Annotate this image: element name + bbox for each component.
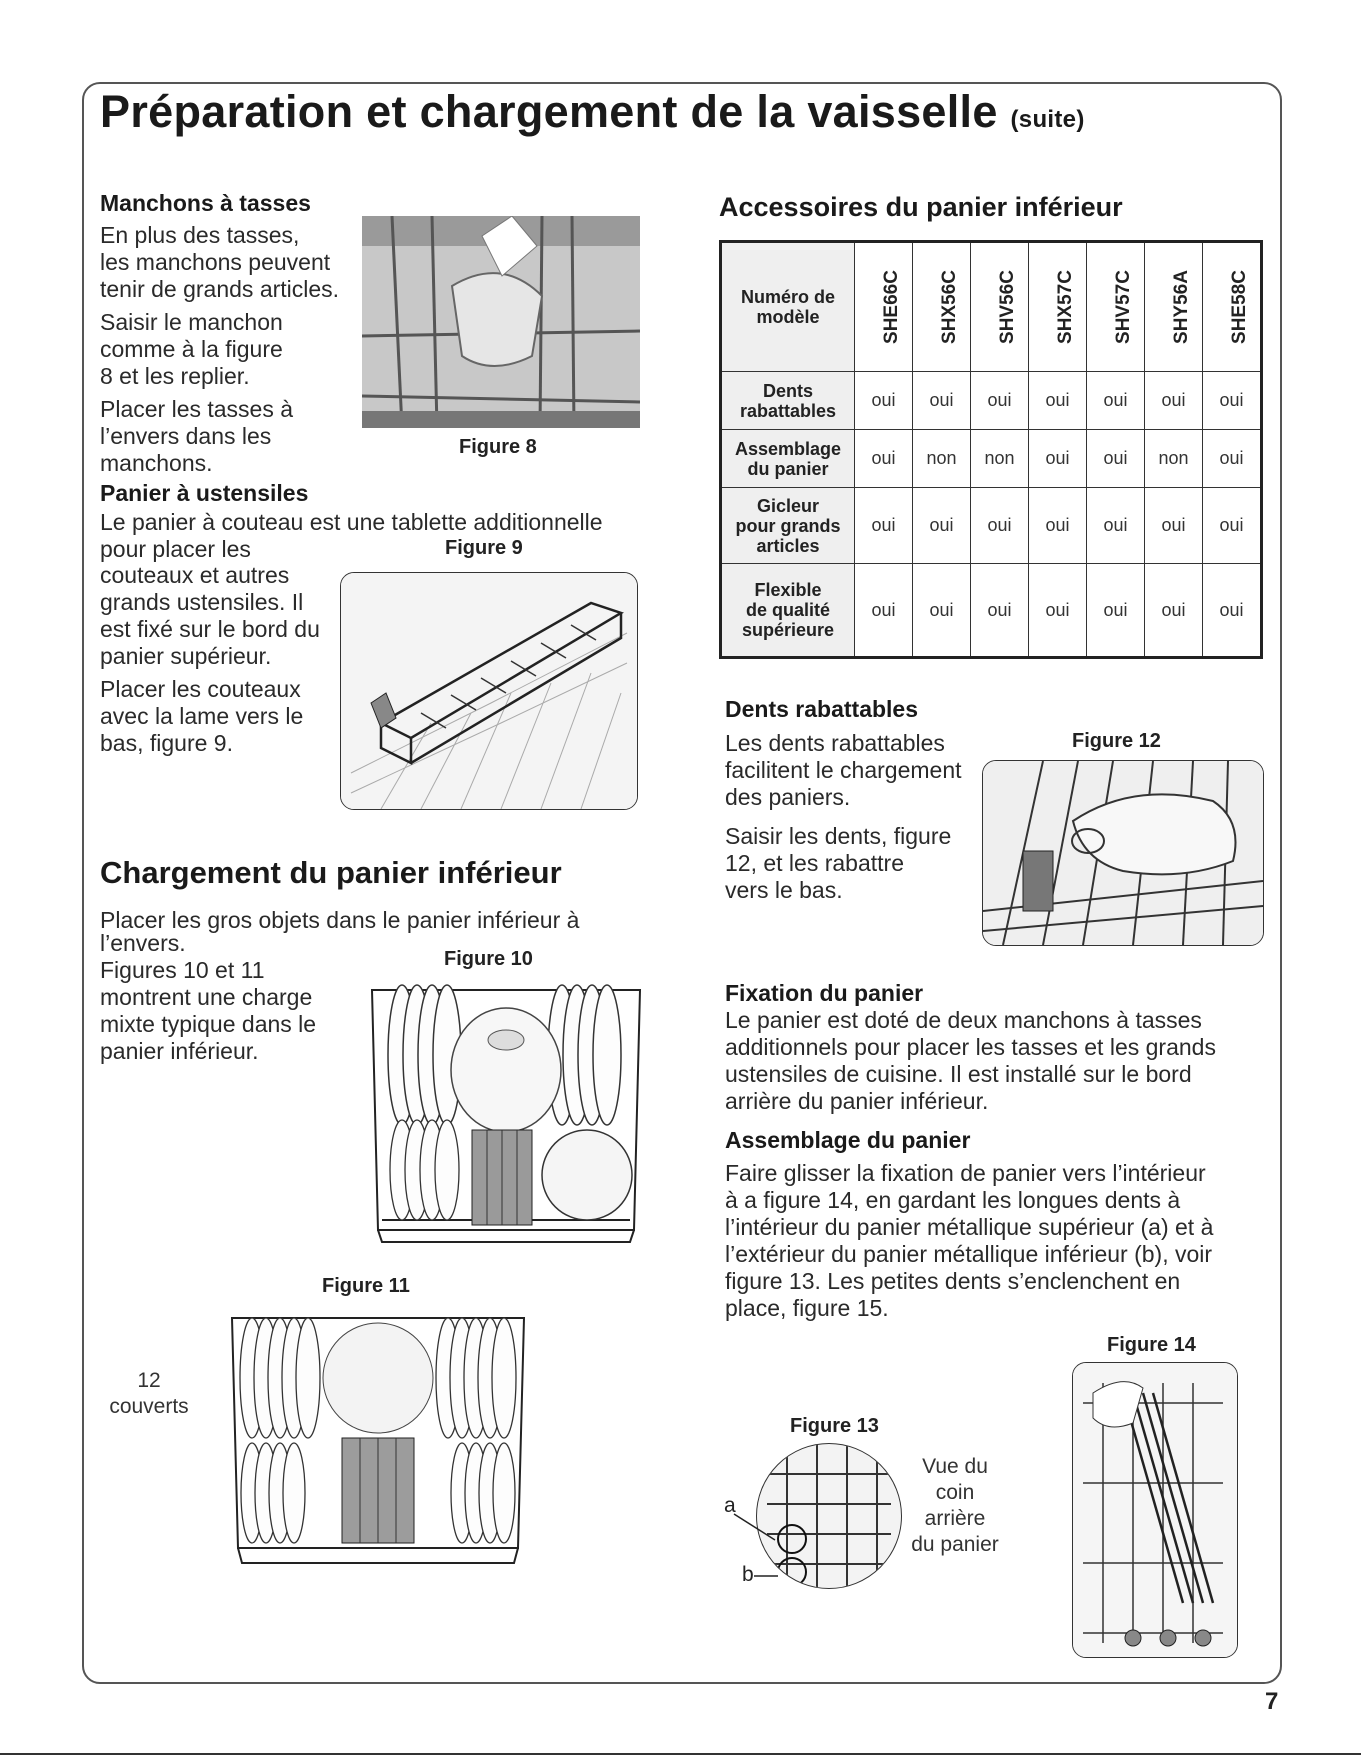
text-line: avec la lame vers le: [100, 703, 304, 729]
text-line: Placer les couteaux: [100, 676, 301, 702]
text-line: grands ustensiles. Il: [100, 589, 304, 615]
text-line: Le panier est doté de deux manchons à tasses: [725, 1007, 1202, 1033]
cup-holders-heading: Manchons à tasses: [100, 190, 311, 216]
table-cell: oui: [1203, 372, 1262, 430]
table-cell: oui: [1087, 488, 1145, 564]
table-row: [721, 430, 1262, 488]
figure-9-image: [340, 572, 638, 810]
text-line: est fixé sur le bord du: [100, 616, 320, 642]
text-line: Les dents rabattables: [725, 730, 945, 756]
model-header: SHV57C: [1087, 242, 1145, 372]
text-line: manchons.: [100, 450, 213, 476]
model-header: SHV56C: [971, 242, 1029, 372]
title-suffix: (suite): [1010, 106, 1085, 133]
bottom-rule: [0, 1753, 1361, 1755]
corner-label: modèle: [756, 307, 820, 327]
figure-12-image: [982, 760, 1264, 946]
text-line: couteaux et autres: [100, 562, 290, 588]
table-cell: non: [971, 430, 1029, 488]
text-line: comme à la figure: [100, 336, 283, 362]
row-label: Flexible de qualité supérieure: [721, 564, 855, 658]
label-b: b: [742, 1563, 754, 1586]
table-cell: oui: [855, 372, 913, 430]
text-line: montrent une charge: [100, 984, 313, 1010]
model-header: SHX56C: [913, 242, 971, 372]
text-line: Placer les gros objets dans le panier inférieur à: [100, 907, 580, 933]
table-row: [721, 488, 1262, 564]
text-line: l’envers dans les: [100, 423, 272, 449]
figure-8-caption: Figure 8: [459, 436, 537, 458]
table-cell: oui: [1029, 564, 1087, 658]
place-settings-label: [100, 1368, 198, 1420]
figure-14-image: [1072, 1362, 1238, 1658]
corner-label: Numéro de: [740, 287, 836, 307]
table-cell: oui: [913, 488, 971, 564]
accessories-table: [719, 240, 1263, 659]
table-corner-cell: [721, 242, 855, 372]
place-settings-number: 12: [137, 1369, 161, 1392]
text-line: figure 13. Les petites dents s’enclenchent en: [725, 1268, 1181, 1294]
model-header: SHY56A: [1145, 242, 1203, 372]
table-cell: oui: [971, 564, 1029, 658]
table-row: [721, 564, 1262, 658]
figure-9-caption: Figure 9: [445, 537, 523, 559]
accessories-section: [719, 192, 1123, 223]
figure-10-image: [362, 980, 650, 1250]
text-line: Figures 10 et 11: [100, 957, 265, 983]
figure-12-caption: Figure 12: [1072, 730, 1161, 752]
table-cell: non: [913, 430, 971, 488]
text-line: l’extérieur du panier métallique inférieur (b), voir: [725, 1241, 1213, 1267]
lower-rack-text: [100, 930, 360, 1065]
text-line: l’envers.: [100, 930, 186, 956]
text-line: des paniers.: [725, 784, 851, 810]
rack-assembly-heading: Assemblage du panier: [725, 1127, 971, 1153]
figure-10-caption: Figure 10: [444, 948, 533, 970]
table-cell: oui: [1145, 564, 1203, 658]
folding-tines-section: [725, 696, 918, 723]
folding-tines-heading: Dents rabattables: [725, 696, 919, 722]
utensil-basket-heading: Panier à ustensiles: [100, 480, 309, 506]
table-cell: oui: [913, 564, 971, 658]
page-title: Préparation et chargement de la vaisselle (suite): [100, 86, 1085, 137]
table-cell: oui: [1087, 430, 1145, 488]
table-cell: oui: [1203, 430, 1262, 488]
text-line: 12, et les rabattre: [725, 850, 904, 876]
table-cell: oui: [1029, 430, 1087, 488]
table-cell: oui: [1203, 564, 1262, 658]
model-header: SHX57C: [1029, 242, 1087, 372]
table-cell: oui: [971, 372, 1029, 430]
text-line: Placer les tasses à: [100, 396, 294, 422]
text-line: vers le bas.: [725, 877, 843, 903]
text-line: pour placer les: [100, 536, 251, 562]
row-label: Assemblage du panier: [721, 430, 855, 488]
text-line: mixte typique dans le: [100, 1011, 317, 1037]
text-line: Le panier à couteau est une tablette additionnelle: [100, 509, 603, 535]
text-line: arrière du panier inférieur.: [725, 1088, 989, 1114]
text-line: à a figure 14, en gardant les longues dents à: [725, 1187, 1181, 1213]
text-line: Saisir les dents, figure: [725, 823, 952, 849]
table-cell: oui: [855, 430, 913, 488]
row-label: Dents rabattables: [721, 372, 855, 430]
figure-13-caption: Figure 13: [790, 1415, 879, 1437]
figure-14-caption: Figure 14: [1107, 1334, 1196, 1356]
text-line: bas, figure 9.: [100, 730, 233, 756]
cup-holders-text: [100, 222, 370, 477]
table-cell: oui: [1145, 488, 1203, 564]
table-cell: oui: [1203, 488, 1262, 564]
table-cell: oui: [1145, 372, 1203, 430]
table-header-row: [721, 242, 1262, 372]
cup-holders-section: [100, 190, 311, 217]
figure-11-caption: Figure 11: [322, 1275, 410, 1297]
table-cell: oui: [1029, 488, 1087, 564]
lower-rack-heading: Chargement du panier inférieur: [100, 855, 562, 890]
utensil-basket-section: [100, 480, 603, 563]
text-line: 8 et les replier.: [100, 363, 250, 389]
text-line: panier inférieur.: [100, 1038, 259, 1064]
place-settings-text: couverts: [109, 1395, 189, 1418]
table-cell: oui: [1029, 372, 1087, 430]
text-line: tenir de grands articles.: [100, 276, 340, 302]
table-cell: oui: [855, 488, 913, 564]
text-line: Faire glisser la fixation de panier vers l’intérieur: [725, 1160, 1206, 1186]
table-cell: oui: [1087, 564, 1145, 658]
rack-clip-heading: Fixation du panier: [725, 980, 924, 1006]
page-number: 7: [1265, 1688, 1279, 1715]
table-cell: non: [1145, 430, 1203, 488]
text-line: facilitent le chargement: [725, 757, 962, 783]
text-line: l’intérieur du panier métallique supérieur (a) et à: [725, 1214, 1214, 1240]
text-line: En plus des tasses,: [100, 222, 300, 248]
text-line: panier supérieur.: [100, 643, 272, 669]
text-line: Saisir le manchon: [100, 309, 283, 335]
rack-clip-section: [725, 980, 1265, 1322]
table-row: [721, 372, 1262, 430]
figure-11-image: [222, 1308, 534, 1570]
table-cell: oui: [1087, 372, 1145, 430]
figure-13-pointer-lines: [730, 1510, 780, 1585]
lower-rack-section: [100, 855, 579, 934]
text-line: place, figure 15.: [725, 1295, 889, 1321]
table-cell: oui: [855, 564, 913, 658]
text-line: additionnels pour placer les tasses et les grands: [725, 1034, 1216, 1060]
row-label: Gicleur pour grands articles: [721, 488, 855, 564]
text-line: les manchons peuvent: [100, 249, 331, 275]
text-line: ustensiles de cuisine. Il est installé sur le bord: [725, 1061, 1192, 1087]
utensil-basket-text: [100, 562, 340, 757]
figure-8-image: [362, 216, 640, 428]
view-note: Vue du coin arrière du panier: [911, 1455, 999, 1556]
folding-tines-text: [725, 730, 975, 904]
label-a: a: [724, 1494, 736, 1517]
model-header: SHE66C: [855, 242, 913, 372]
table-cell: oui: [913, 372, 971, 430]
model-header: SHE58C: [1203, 242, 1262, 372]
accessories-heading: Accessoires du panier inférieur: [719, 192, 1123, 222]
table-cell: oui: [971, 488, 1029, 564]
